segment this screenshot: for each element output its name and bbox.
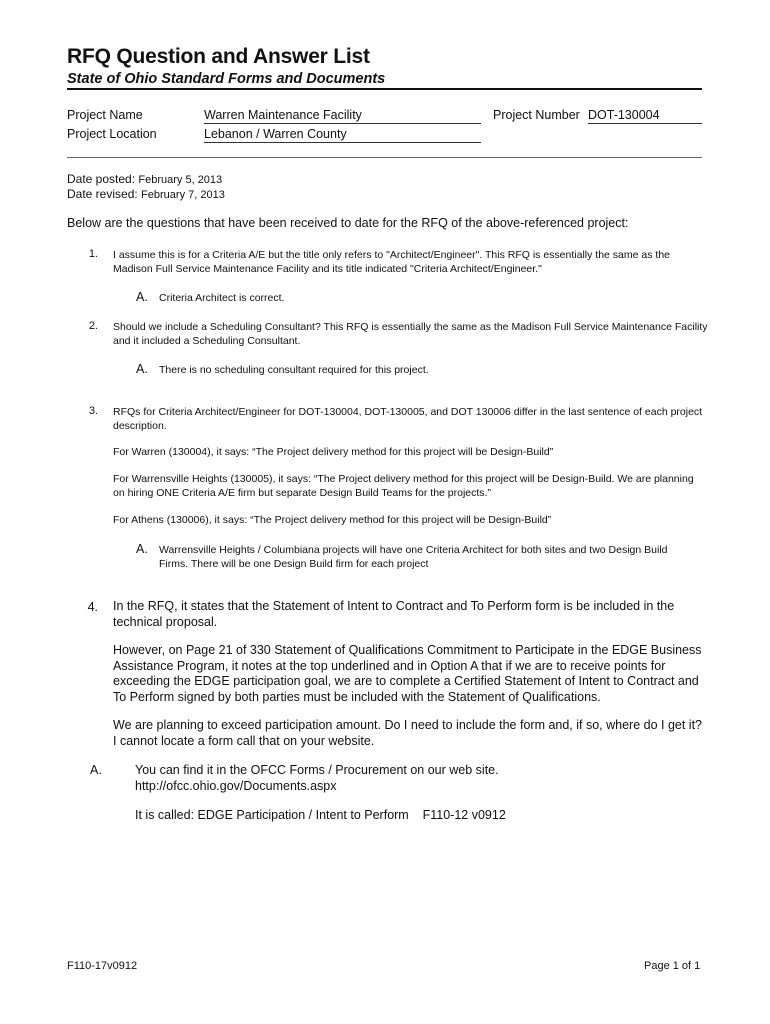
- project-name-value: Warren Maintenance Facility: [204, 108, 481, 124]
- answer-letter: A.: [136, 542, 148, 556]
- question-number: 4.: [87, 600, 98, 614]
- answer-text: There is no scheduling consultant required for this project.: [159, 364, 429, 376]
- question-paragraph: For Warrensville Heights (130005), it says: “The Project delivery method for this project will be Design-Build. We are planning on hiring ONE Criteria A/E firm but separate Design Build Teams for the projects.”: [113, 473, 694, 499]
- question-paragraph: We are planning to exceed participation amount. Do I need to include the form and, if so, where do I get it? I cannot locate a form call that on your website.: [113, 718, 703, 748]
- project-location-label: Project Location: [67, 127, 157, 141]
- question-paragraph: For Athens (130006), it says: “The Project delivery method for this project will be Design-Build”: [113, 514, 552, 526]
- question-number: 1.: [88, 248, 98, 260]
- answer-letter: A.: [136, 290, 148, 304]
- answer-form-reference: It is called: EDGE Participation / Intent to Perform F110-12 v0912: [135, 808, 506, 822]
- date-posted: [67, 172, 222, 188]
- title-divider: [67, 88, 702, 90]
- answer-url: http://ofcc.ohio.gov/Documents.aspx: [135, 779, 337, 793]
- footer-form-code: F110-17v0912: [67, 960, 138, 972]
- question-paragraph: However, on Page 21 of 330 Statement of Qualifications Commitment to Participate in the EDGE Business Assistance Program, it notes at the top underlined and in Option A that if we are to receive points for exceeding the EDGE participation goal, we are to complete a Certified Statement of Intent to Contract and To Perform signed by both parties must be included with the Statement of Qualifications.: [113, 643, 702, 704]
- project-number-label: Project Number: [493, 108, 580, 122]
- question-text: I assume this is for a Criteria A/E but the title only refers to "Architect/Engineer". This RFQ is essentially the same as the Madison Full Service Maintenance Facility and its title indicated "Criteria Architect/Engineer.": [113, 249, 670, 275]
- section-divider: [67, 157, 702, 158]
- footer-page-number: Page 1 of 1: [644, 960, 701, 972]
- intro-text: Below are the questions that have been received to date for the RFQ of the above-referenced project:: [67, 216, 629, 230]
- date-revised: [67, 187, 225, 203]
- date-posted-value: February 5, 2013: [138, 174, 223, 186]
- project-name-label: Project Name: [67, 108, 143, 122]
- answer-letter: A.: [90, 763, 102, 777]
- answer-text: Criteria Architect is correct.: [159, 292, 285, 304]
- question-text: Should we include a Scheduling Consultant? This RFQ is essentially the same as the Madison Full Service Maintenance Facility and it included a Scheduling Consultant.: [113, 321, 708, 347]
- project-location-value: Lebanon / Warren County: [204, 127, 481, 143]
- answer-text: You can find it in the OFCC Forms / Procurement on our web site.: [135, 763, 499, 777]
- date-revised-label: Date revised:: [67, 187, 138, 201]
- question-number: 2.: [88, 320, 98, 332]
- date-revised-value: February 7, 2013: [141, 189, 225, 201]
- project-number-value: DOT-130004: [588, 108, 702, 124]
- answer-letter: A.: [136, 362, 148, 376]
- question-paragraph: For Warren (130004), it says: “The Project delivery method for this project will be Design-Build”: [113, 446, 554, 458]
- question-text: RFQs for Criteria Architect/Engineer for DOT-130004, DOT-130005, and DOT 130006 differ in the last sentence of each project description.: [113, 406, 703, 432]
- question-text: In the RFQ, it states that the Statement of Intent to Contract and To Perform form is be included in the technical proposal.: [113, 599, 675, 629]
- date-posted-label: Date posted:: [67, 172, 136, 186]
- document-subtitle: State of Ohio Standard Forms and Documents: [67, 71, 386, 87]
- question-number: 3.: [88, 405, 98, 417]
- answer-text: Warrensville Heights / Columbiana projects will have one Criteria Architect for both sites and two Design Build Firms. There will be one Design Build firm for each project: [159, 544, 668, 570]
- document-title: RFQ Question and Answer List: [67, 45, 370, 68]
